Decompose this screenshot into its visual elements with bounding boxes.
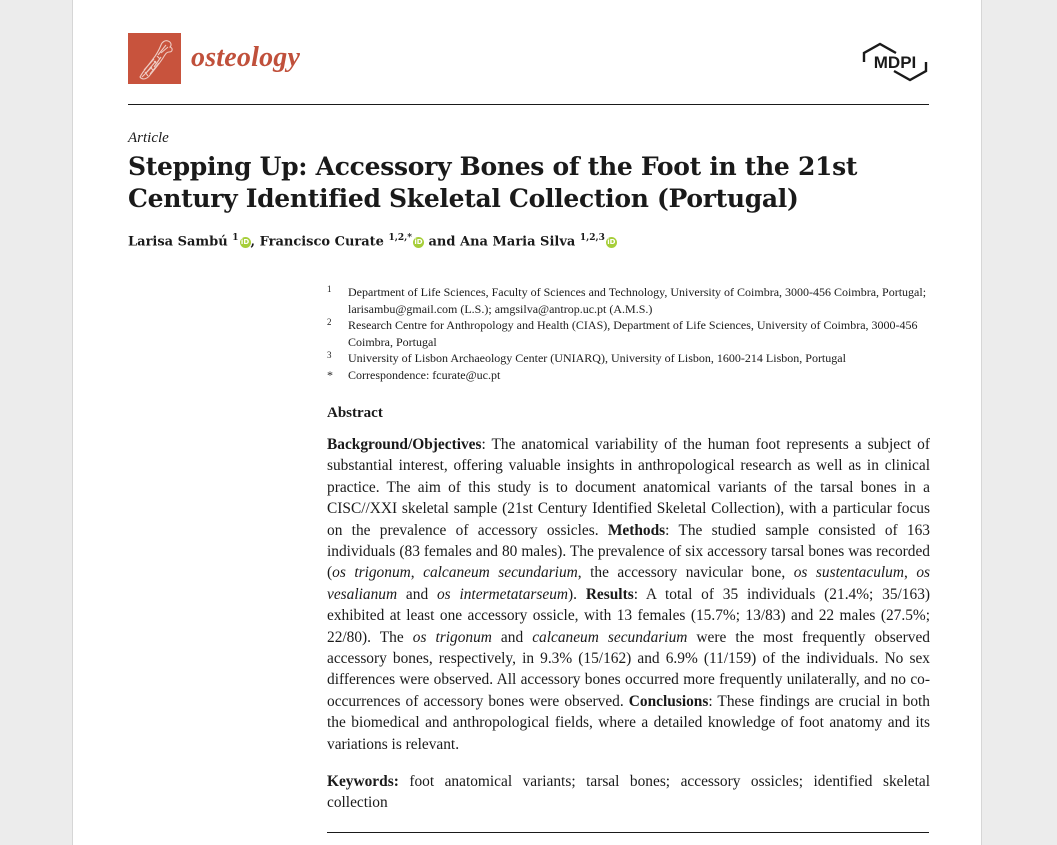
abstract-text: : These findings are crucial in both the biomedical and anthropological fields, where a detailed knowledge of foot anatomy and its variations is relevant. [327, 692, 930, 753]
affiliation-marker: 1 [327, 284, 332, 294]
abstract-section-label: Methods [607, 521, 666, 539]
abstract-section-label: Results [585, 585, 634, 603]
affiliation-marker: 2 [327, 317, 332, 327]
abstract-text: , [410, 564, 424, 582]
author-affiliation-marker: 1,2,3 [579, 233, 605, 243]
abstract-text: os vesalianum [327, 564, 931, 603]
femur-bone-icon [128, 33, 181, 84]
abstract-section-label: Background/Objectives [327, 436, 482, 453]
orcid-icon[interactable]: iD [607, 238, 616, 247]
publisher-name: MDPI [873, 53, 917, 72]
abstract-text: os trigonum [412, 628, 492, 646]
orcid-icon[interactable]: iD [414, 238, 423, 247]
author-name: Francisco Curate [259, 234, 384, 250]
header-rule [128, 104, 929, 105]
affiliation-item [327, 367, 937, 384]
article-title: Stepping Up: Accessory Bones of the Foot in the 21st Century Identified Skeletal Collection (Portugal) [128, 152, 858, 213]
abstract-text: os trigonum [332, 564, 411, 582]
author-name: Larisa Sambú [128, 234, 228, 250]
footer-rule [327, 832, 929, 833]
abstract-text: os intermetatarseum [436, 585, 569, 603]
abstract-text: calcaneum secundarium [532, 628, 688, 646]
affiliation-list [327, 284, 937, 383]
abstract-section-label: Conclusions [628, 692, 709, 710]
affiliation-item [327, 350, 937, 367]
mdpi-logo [860, 40, 930, 84]
abstract-text: and [397, 585, 437, 603]
keywords-text: foot anatomical variants; tarsal bones; accessory ossicles; identified skeletal collection [327, 773, 930, 812]
abstract-text: , [903, 564, 917, 582]
abstract-text: : The studied sample consisted of 163 individuals (83 females and 80 males). The prevalence of six accessory tarsal bones was recorded ( [327, 521, 930, 582]
affiliation-text: University of Lisbon Archaeology Center (UNIARQ), University of Lisbon, 1600-214 Lisbon, Portugal [348, 351, 846, 365]
author-affiliation-marker: 1 [232, 233, 239, 243]
keywords-label: Keywords: [327, 773, 399, 790]
abstract-text: : A total of 35 individuals (21.4%; 35/163) exhibited at least one accessory ossicle, with 13 females (15.7%; 13/83) and 22 males (27.5%; 22/80). The [327, 585, 931, 646]
abstract-text: , the accessory navicular bone, [577, 564, 794, 582]
abstract-text: were the most frequently observed accessory bones, respectively, in 9.3% (15/162) and 6.9% (11/159) of the individuals. No sex differences were observed. All accessory bones occurred more frequently unilaterally, and no co-occurrences of accessory bones were observed. [327, 628, 930, 710]
affiliation-item [327, 284, 937, 317]
abstract-text: and [491, 628, 533, 646]
paper-page [72, 0, 982, 845]
article-type: Article [128, 130, 169, 146]
abstract-text: : The anatomical variability of the human foot represents a subject of substantial interest, offering valuable insights in anthropological research as well as in clinical practice. The aim of this study is to document anatomical variants of the tarsal bones in a CISC//XXI skeletal sample (21st Century Identified Skeletal Collection), with a particular focus on the prevalence of accessory ossicles. [327, 436, 930, 539]
journal-name: osteology [191, 42, 301, 73]
abstract-heading: Abstract [327, 405, 383, 421]
author-name: Ana Maria Silva [460, 234, 576, 250]
affiliation-item [327, 317, 937, 350]
abstract-text: calcaneum secundarium [423, 564, 578, 582]
affiliation-text: Research Centre for Anthropology and Health (CIAS), Department of Life Sciences, University of Coimbra, 3000-456 Coimbra, Portugal [348, 318, 918, 349]
affiliation-text: Department of Life Sciences, Faculty of Sciences and Technology, University of Coimbra, 3000-456 Coimbra, Portugal; larisambu@gmail.com (L.S.); amgsilva@antrop.uc.pt (A.M.S.) [348, 285, 927, 316]
author-affiliation-marker: 1,2,* [388, 233, 412, 243]
abstract-text: ). [568, 585, 586, 603]
abstract-body [327, 434, 930, 755]
keywords [327, 771, 930, 814]
orcid-icon[interactable]: iD [240, 238, 250, 247]
affiliation-marker: 3 [327, 350, 332, 360]
affiliation-marker: * [327, 367, 333, 382]
author-list: Larisa Sambú $^1$ iD, Francisco Curate $^{1,2,*}$ iD and Ana Maria Silva $^{1,2,3}$ iD [128, 233, 616, 250]
abstract-text: os sustentaculum [793, 564, 904, 582]
affiliation-text: Correspondence: fcurate@uc.pt [348, 367, 501, 382]
